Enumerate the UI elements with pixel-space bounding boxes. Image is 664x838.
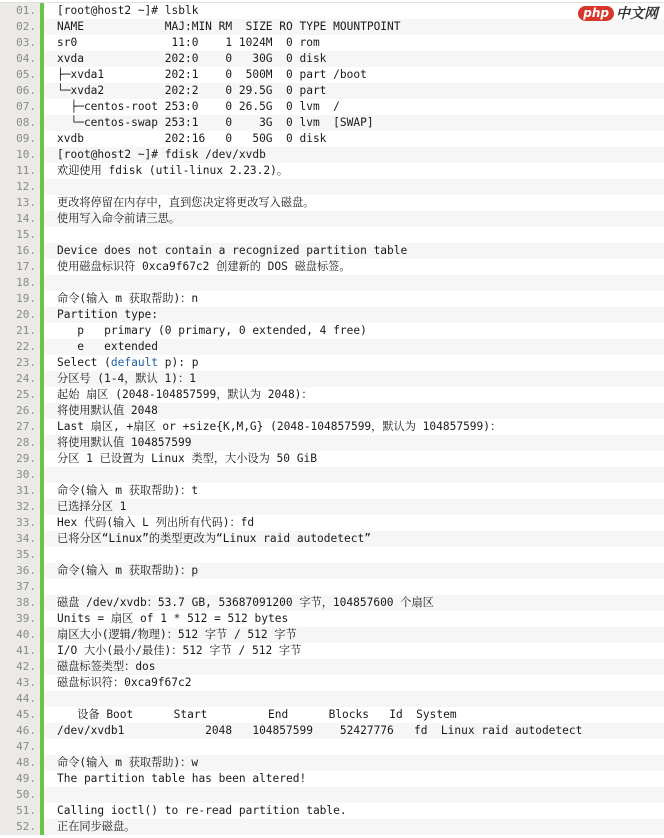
- line-body: [44, 611, 664, 627]
- code-line: [0, 355, 664, 371]
- line-text: 磁盘标签类型：dos: [57, 660, 156, 673]
- line-number: 34.: [0, 531, 40, 547]
- line-body: [44, 467, 664, 483]
- code-line: [0, 19, 664, 35]
- line-number: 20.: [0, 307, 40, 323]
- line-text: [57, 179, 664, 195]
- line-body: [44, 19, 664, 35]
- line-text: 命令(输入 m 获取帮助)：t: [57, 484, 199, 497]
- line-number: 12.: [0, 179, 40, 195]
- line-body: [44, 707, 664, 723]
- line-number: 30.: [0, 467, 40, 483]
- line-number: 38.: [0, 595, 40, 611]
- line-text: [57, 739, 664, 755]
- code-line: [0, 163, 664, 179]
- line-body: [44, 163, 664, 179]
- line-body: [44, 371, 664, 387]
- line-body: [44, 675, 664, 691]
- line-text: xvda 202:0 0 30G 0 disk: [57, 52, 327, 65]
- line-number: 33.: [0, 515, 40, 531]
- line-text: [57, 547, 664, 563]
- code-line: [0, 259, 664, 275]
- line-body: [44, 243, 664, 259]
- code-line: [0, 515, 664, 531]
- line-text: [57, 275, 664, 291]
- line-body: [44, 643, 664, 659]
- line-body: [44, 195, 664, 211]
- line-body: [44, 419, 664, 435]
- line-text-segment: p): p: [158, 356, 199, 369]
- code-line: [0, 195, 664, 211]
- code-line: [0, 99, 664, 115]
- line-number: 22.: [0, 339, 40, 355]
- line-body: [44, 787, 664, 803]
- line-number: 14.: [0, 211, 40, 227]
- line-text: Last 扇区, +扇区 or +size{K,M,G} (2048-104857599，默认为 104857599)：: [57, 420, 502, 433]
- code-line: [0, 771, 664, 787]
- line-number: 06.: [0, 83, 40, 99]
- line-number: 51.: [0, 803, 40, 819]
- line-number: 44.: [0, 691, 40, 707]
- line-text: [57, 227, 664, 243]
- line-text: 磁盘标识符：0xca9f67c2: [57, 676, 192, 689]
- line-body: [44, 547, 664, 563]
- line-number: 46.: [0, 723, 40, 739]
- line-text: [root@host2 ~]# lsblk: [57, 4, 199, 17]
- code-line: [0, 35, 664, 51]
- line-body: [44, 579, 664, 595]
- line-text: 命令(输入 m 获取帮助)：n: [57, 292, 199, 305]
- line-number: 42.: [0, 659, 40, 675]
- code-line: [0, 3, 664, 19]
- code-line: [0, 403, 664, 419]
- code-line: [0, 531, 664, 547]
- line-text: 将使用默认值 104857599: [57, 436, 192, 449]
- line-number: 13.: [0, 195, 40, 211]
- watermark-text: 中文网: [616, 6, 658, 22]
- line-number: 45.: [0, 707, 40, 723]
- line-body: [44, 403, 664, 419]
- line-body: [44, 515, 664, 531]
- code-line: [0, 787, 664, 803]
- line-text: 分区号 (1-4，默认 1)：1: [57, 372, 196, 385]
- line-body: [44, 531, 664, 547]
- code-line: [0, 339, 664, 355]
- code-line: [0, 739, 664, 755]
- code-line: [0, 83, 664, 99]
- line-body: [44, 115, 664, 131]
- line-body: [44, 595, 664, 611]
- line-body: [44, 819, 664, 835]
- line-text: 已将分区“Linux”的类型更改为“Linux raid autodetect”: [57, 532, 371, 545]
- line-text: 使用写入命令前请三思。: [57, 212, 181, 225]
- line-number: 27.: [0, 419, 40, 435]
- line-body: [44, 259, 664, 275]
- line-body: [44, 771, 664, 787]
- line-number: 23.: [0, 355, 40, 371]
- line-text: [57, 691, 664, 707]
- code-line: [0, 627, 664, 643]
- code-line: [0, 275, 664, 291]
- line-body: [44, 563, 664, 579]
- line-body: [44, 739, 664, 755]
- line-body: [44, 451, 664, 467]
- code-line: [0, 723, 664, 739]
- line-text: 将使用默认值 2048: [57, 404, 158, 417]
- line-body: [44, 227, 664, 243]
- line-number: 21.: [0, 323, 40, 339]
- code-line: [0, 579, 664, 595]
- line-text: 起始 扇区 (2048-104857599，默认为 2048)：: [57, 388, 313, 401]
- line-text: ├─centos-root 253:0 0 26.5G 0 lvm /: [57, 100, 340, 113]
- code-line: [0, 435, 664, 451]
- code-line: [0, 307, 664, 323]
- line-number: 28.: [0, 435, 40, 451]
- code-line: [0, 131, 664, 147]
- code-line: [0, 451, 664, 467]
- code-line: [0, 323, 664, 339]
- code-line: [0, 419, 664, 435]
- line-number: 15.: [0, 227, 40, 243]
- line-body: [44, 291, 664, 307]
- code-line: [0, 51, 664, 67]
- line-number: 49.: [0, 771, 40, 787]
- line-body: [44, 323, 664, 339]
- code-line: [0, 371, 664, 387]
- line-body: [44, 211, 664, 227]
- line-text: e extended: [57, 340, 159, 353]
- line-number: 43.: [0, 675, 40, 691]
- line-number: 48.: [0, 755, 40, 771]
- code-line: [0, 483, 664, 499]
- line-text: [57, 787, 664, 803]
- line-number: 35.: [0, 547, 40, 563]
- line-number: 08.: [0, 115, 40, 131]
- line-number: 26.: [0, 403, 40, 419]
- line-text: p primary (0 primary, 0 extended, 4 free): [57, 324, 367, 337]
- code-line: [0, 467, 664, 483]
- line-body: [44, 659, 664, 675]
- line-text: 命令(输入 m 获取帮助)：p: [57, 564, 199, 577]
- line-body: [44, 307, 664, 323]
- line-number: 32.: [0, 499, 40, 515]
- line-number: 05.: [0, 67, 40, 83]
- line-number: 19.: [0, 291, 40, 307]
- line-text: xvdb 202:16 0 50G 0 disk: [57, 132, 327, 145]
- line-body: [44, 83, 664, 99]
- line-body: [44, 755, 664, 771]
- line-number: 52.: [0, 819, 40, 835]
- line-body: [44, 723, 664, 739]
- line-number: 02.: [0, 19, 40, 35]
- code-line: [0, 227, 664, 243]
- line-number: 29.: [0, 451, 40, 467]
- code-line: [0, 611, 664, 627]
- line-number: 03.: [0, 35, 40, 51]
- line-number: 16.: [0, 243, 40, 259]
- line-text: ├─xvda1 202:1 0 500M 0 part /boot: [57, 68, 367, 81]
- line-body: [44, 131, 664, 147]
- line-text: /dev/xvdb1 2048 104857599 52427776 fd Linux raid autodetect: [57, 724, 583, 737]
- line-number: 11.: [0, 163, 40, 179]
- line-body: [44, 499, 664, 515]
- line-number: 41.: [0, 643, 40, 659]
- line-body: [44, 803, 664, 819]
- php-logo-badge: php: [578, 6, 614, 21]
- line-text: 更改将停留在内存中，直到您决定将更改写入磁盘。: [57, 196, 315, 209]
- line-text: [57, 355, 664, 371]
- line-text: 已选择分区 1: [57, 500, 127, 513]
- line-body: [44, 339, 664, 355]
- line-number: 09.: [0, 131, 40, 147]
- line-text: 磁盘 /dev/xvdb：53.7 GB, 53687091200 字节，104857600 个扇区: [57, 596, 434, 609]
- line-number: 25.: [0, 387, 40, 403]
- line-text: └─centos-swap 253:1 0 3G 0 lvm [SWAP]: [57, 116, 374, 129]
- line-number: 39.: [0, 611, 40, 627]
- line-body: [44, 275, 664, 291]
- line-body: [44, 483, 664, 499]
- line-number: 37.: [0, 579, 40, 595]
- line-text: The partition table has been altered!: [57, 772, 307, 785]
- code-block: [0, 2, 664, 835]
- line-text: 扇区大小(逻辑/物理)：512 字节 / 512 字节: [57, 628, 297, 641]
- code-line: [0, 755, 664, 771]
- line-number: 40.: [0, 627, 40, 643]
- code-line: [0, 563, 664, 579]
- line-text: Hex 代码(输入 L 列出所有代码)：fd: [57, 516, 255, 529]
- line-number: 04.: [0, 51, 40, 67]
- line-text: Partition type:: [57, 308, 159, 321]
- code-line: [0, 211, 664, 227]
- code-line: [0, 387, 664, 403]
- code-line: [0, 707, 664, 723]
- line-text-segment: Select (: [57, 356, 111, 369]
- code-line: [0, 67, 664, 83]
- code-line: [0, 691, 664, 707]
- line-text: 分区 1 已设置为 Linux 类型，大小设为 50 GiB: [57, 452, 317, 465]
- line-number: 47.: [0, 739, 40, 755]
- code-line: [0, 147, 664, 163]
- line-body: [44, 355, 664, 371]
- line-number: 31.: [0, 483, 40, 499]
- line-body: [44, 147, 664, 163]
- code-line: [0, 115, 664, 131]
- code-line: [0, 643, 664, 659]
- code-line: [0, 803, 664, 819]
- line-number: 50.: [0, 787, 40, 803]
- line-text: 命令(输入 m 获取帮助)：w: [57, 756, 199, 769]
- line-text: sr0 11:0 1 1024M 0 rom: [57, 36, 320, 49]
- code-line: [0, 499, 664, 515]
- line-text: Device does not contain a recognized partition table: [57, 244, 408, 257]
- line-body: [44, 67, 664, 83]
- line-text: [root@host2 ~]# fdisk /dev/xvdb: [57, 148, 266, 161]
- line-body: [44, 627, 664, 643]
- line-body: [44, 691, 664, 707]
- line-body: [44, 51, 664, 67]
- line-text: Units = 扇区 of 1 * 512 = 512 bytes: [57, 612, 289, 625]
- site-watermark: [578, 3, 658, 23]
- line-number: 07.: [0, 99, 40, 115]
- line-text: NAME MAJ:MIN RM SIZE RO TYPE MOUNTPOINT: [57, 20, 401, 33]
- line-body: [44, 3, 664, 19]
- code-line: [0, 547, 664, 563]
- line-number: 01.: [0, 3, 40, 19]
- code-line: [0, 659, 664, 675]
- line-text: I/O 大小(最小/最佳)：512 字节 / 512 字节: [57, 644, 302, 657]
- line-number: 17.: [0, 259, 40, 275]
- line-body: [44, 435, 664, 451]
- code-line: [0, 675, 664, 691]
- line-body: [44, 179, 664, 195]
- line-text: 使用磁盘标识符 0xca9f67c2 创建新的 DOS 磁盘标签。: [57, 260, 351, 273]
- keyword-highlight: default: [110, 356, 159, 369]
- line-text: [57, 467, 664, 483]
- code-line: [0, 291, 664, 307]
- line-text: 正在同步磁盘。: [57, 820, 136, 833]
- code-line: [0, 243, 664, 259]
- line-text: Calling ioctl() to re-read partition table.: [57, 804, 347, 817]
- code-line: [0, 595, 664, 611]
- line-body: [44, 99, 664, 115]
- line-text: └─xvda2 202:2 0 29.5G 0 part: [57, 84, 327, 97]
- line-number: 36.: [0, 563, 40, 579]
- line-body: [44, 35, 664, 51]
- line-body: [44, 387, 664, 403]
- line-text: 设备 Boot Start End Blocks Id System: [57, 708, 457, 721]
- line-text: [57, 579, 664, 595]
- line-number: 10.: [0, 147, 40, 163]
- code-line: [0, 179, 664, 195]
- code-line: [0, 819, 664, 835]
- line-text: 欢迎使用 fdisk (util-linux 2.23.2)。: [57, 164, 289, 177]
- line-number: 18.: [0, 275, 40, 291]
- line-number: 24.: [0, 371, 40, 387]
